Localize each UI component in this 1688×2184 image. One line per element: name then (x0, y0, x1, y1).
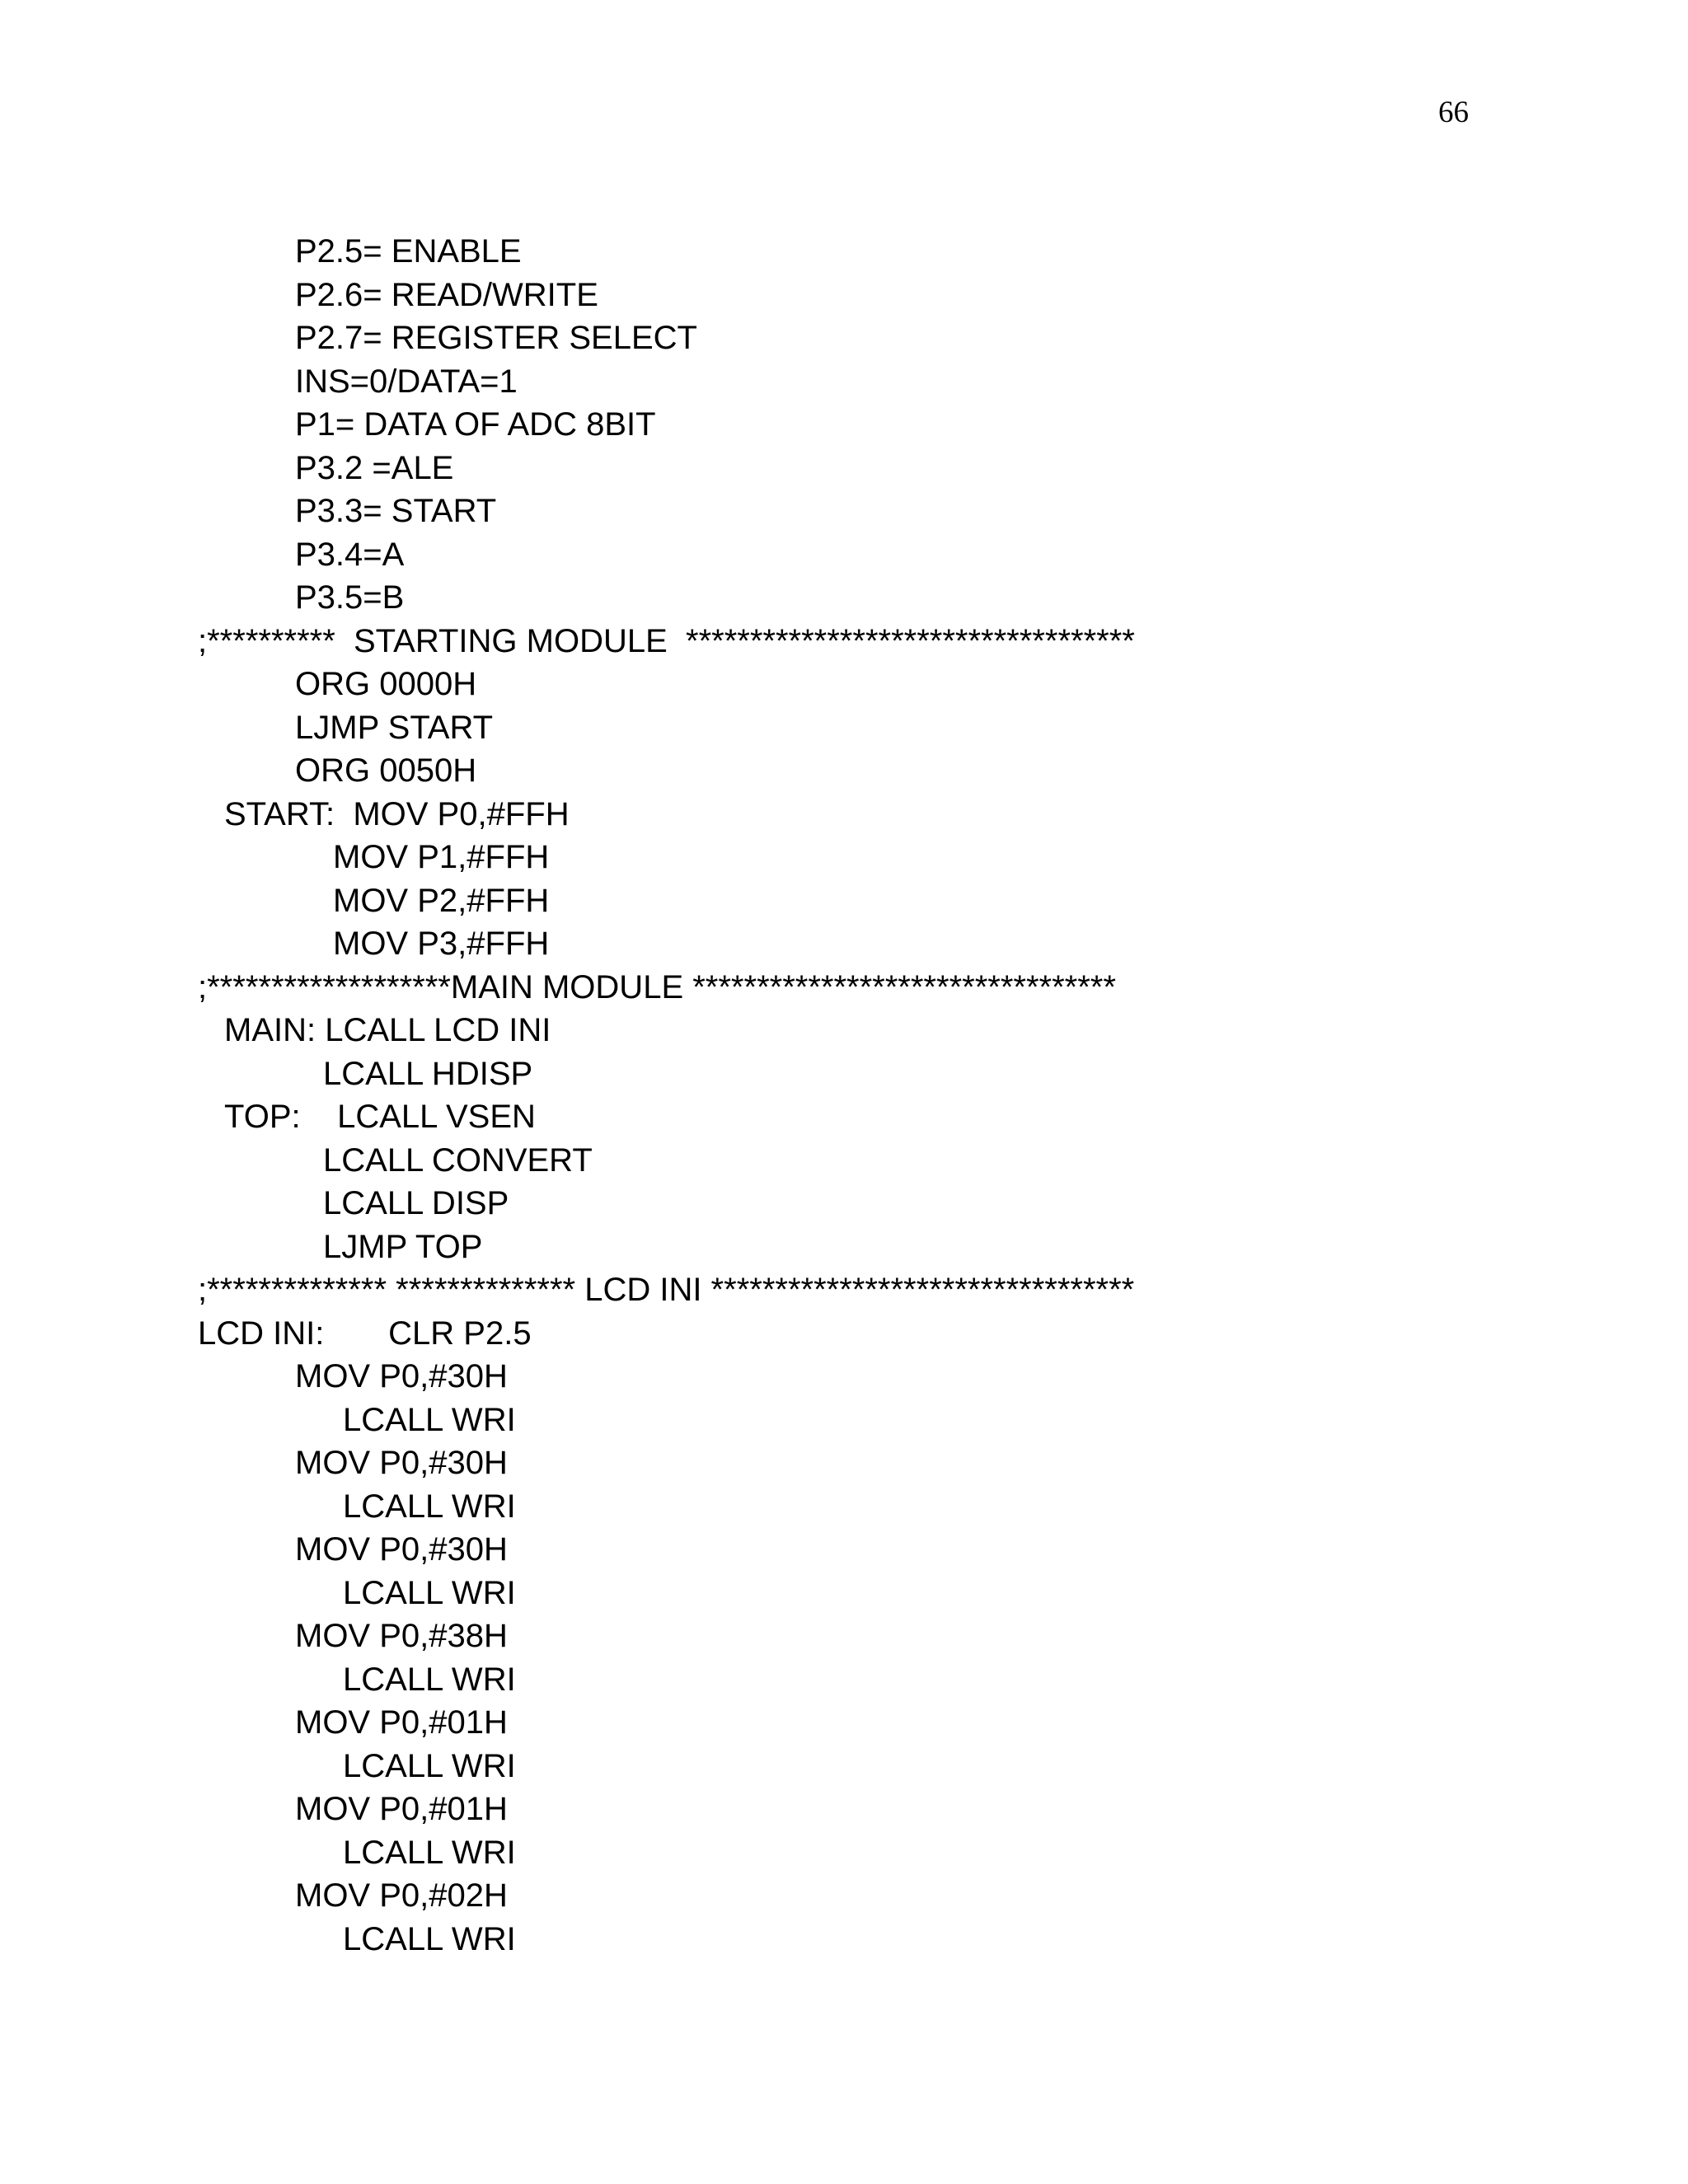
code-line: LJMP TOP (323, 1229, 483, 1265)
code-line: MOV P0,#30H (295, 1358, 508, 1394)
code-line: MOV P3,#FFH (333, 926, 550, 962)
code-line: LJMP START (295, 710, 494, 746)
code-line: LCALL WRI (343, 1402, 516, 1438)
code-line: MOV P0,#38H (295, 1618, 508, 1654)
code-line: LCD INI: CLR P2.5 (198, 1315, 532, 1352)
code-line: MOV P0,#30H (295, 1531, 508, 1568)
code-comment-divider: ;*******************MAIN MODULE ********************************* (198, 969, 1116, 1005)
code-line: P3.4=A (295, 537, 405, 573)
code-line: P2.6= READ/WRITE (295, 277, 598, 313)
code-line: LCALL WRI (343, 1575, 516, 1611)
code-line: LCALL WRI (343, 1488, 516, 1525)
code-line: MOV P0,#02H (295, 1877, 508, 1914)
code-line: MAIN: LCALL LCD INI (224, 1012, 551, 1048)
code-line: MOV P1,#FFH (333, 839, 550, 875)
code-line: ORG 0000H (295, 666, 477, 702)
code-line: LCALL WRI (343, 1921, 516, 1957)
code-line: LCALL WRI (343, 1661, 516, 1698)
code-line: MOV P2,#FFH (333, 883, 550, 919)
code-comment-divider: ;************** ************** LCD INI ********************************* (198, 1272, 1135, 1308)
code-line: LCALL DISP (323, 1185, 509, 1221)
code-line: TOP: LCALL VSEN (224, 1099, 536, 1135)
code-line: ORG 0050H (295, 752, 477, 789)
code-comment-divider: ;********** STARTING MODULE *********************************** (198, 623, 1135, 659)
code-line: LCALL CONVERT (323, 1142, 593, 1179)
code-line: LCALL WRI (343, 1835, 516, 1871)
code-line: P2.5= ENABLE (295, 233, 522, 269)
page-number: 66 (1438, 96, 1469, 129)
code-line: LCALL HDISP (323, 1056, 533, 1092)
code-line: START: MOV P0,#FFH (224, 796, 570, 832)
code-line: P3.2 =ALE (295, 450, 454, 486)
code-line: P3.5=B (295, 579, 405, 616)
code-line: INS=0/DATA=1 (295, 363, 518, 400)
code-line: MOV P0,#30H (295, 1445, 508, 1481)
code-line: P3.3= START (295, 493, 497, 529)
code-line: LCALL WRI (343, 1748, 516, 1784)
code-line: P1= DATA OF ADC 8BIT (295, 406, 656, 443)
code-line: MOV P0,#01H (295, 1791, 508, 1827)
code-line: MOV P0,#01H (295, 1704, 508, 1741)
code-line: P2.7= REGISTER SELECT (295, 320, 697, 356)
